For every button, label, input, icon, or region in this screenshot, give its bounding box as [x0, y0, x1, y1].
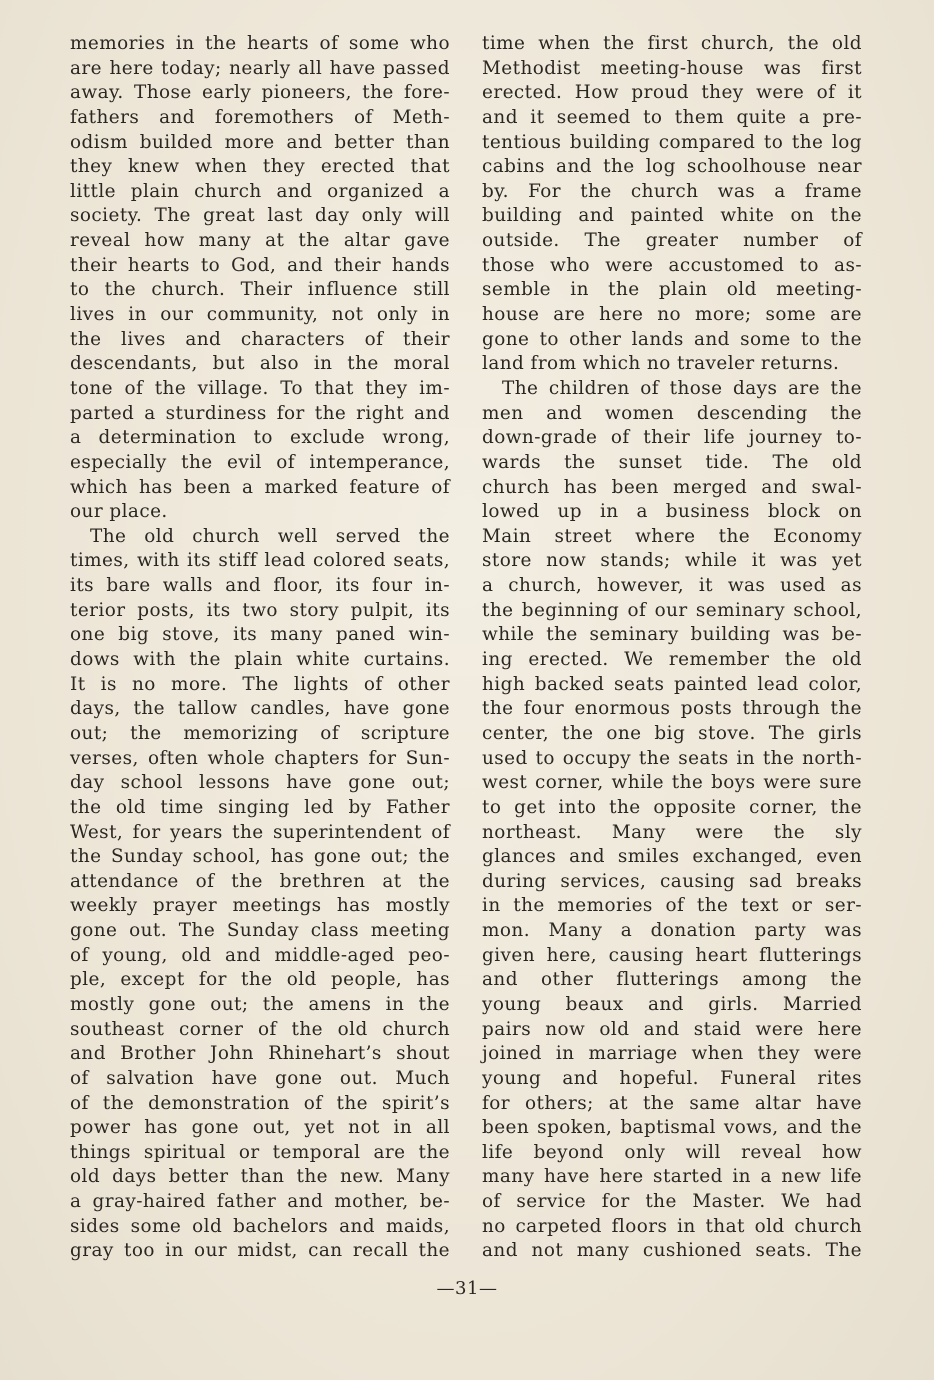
- text-line: the old time singing led by Father: [70, 796, 450, 818]
- text-line: weekly prayer meetings has mostly: [70, 895, 450, 917]
- text-line: The children of those days are the: [502, 377, 862, 399]
- text-line: down-grade of their life journey to-: [482, 427, 862, 449]
- text-line: mon. Many a donation party was: [482, 920, 862, 942]
- text-line: society. The great last day only will: [70, 205, 450, 227]
- text-line: its bare walls and floor, its four in-: [70, 575, 450, 597]
- text-line: and not many cushioned seats. The: [482, 1240, 862, 1262]
- text-line: sides some old bachelors and maids,: [70, 1215, 450, 1237]
- text-line: given here, causing heart flutterings: [482, 944, 862, 966]
- text-line: their hearts to God, and their hands: [70, 254, 450, 276]
- text-line: used to occupy the seats in the north-: [482, 747, 862, 769]
- text-line: young and hopeful. Funeral rites: [482, 1067, 862, 1089]
- text-line: dows with the plain white curtains.: [70, 649, 450, 671]
- text-line: land from which no traveler returns.: [482, 353, 840, 375]
- text-line: high backed seats painted lead color,: [482, 673, 862, 695]
- text-line: little plain church and organized a: [70, 180, 450, 202]
- text-line: our place.: [70, 501, 168, 523]
- text-line: gray too in our midst, can recall the: [70, 1240, 450, 1262]
- left-text-column: [70, 32, 450, 1264]
- text-line: during services, causing sad breaks: [482, 870, 862, 892]
- text-line: Main street where the Economy: [482, 525, 862, 547]
- right-text-column: [482, 32, 862, 1264]
- text-line: the Sunday school, has gone out; the: [70, 846, 450, 868]
- text-line: the four enormous posts through the: [482, 698, 862, 720]
- text-line: Methodist meeting-house was first: [482, 57, 862, 79]
- text-line: of the demonstration of the spirit’s: [70, 1092, 450, 1114]
- text-line: one big stove, its many paned win-: [70, 624, 450, 646]
- text-line: descendants, but also in the moral: [70, 353, 450, 375]
- text-line: cabins and the log schoolhouse near: [482, 156, 862, 178]
- text-line: glances and smiles exchanged, even: [482, 846, 862, 868]
- text-line: to the church. Their influence still: [70, 279, 450, 301]
- text-line: the lives and characters of their: [70, 328, 450, 350]
- text-line: for others; at the same altar have: [482, 1092, 862, 1114]
- text-line: a determination to exclude wrong,: [70, 427, 450, 449]
- text-line: away. Those early pioneers, the fore-: [70, 82, 450, 104]
- text-line: a church, however, it was used as: [482, 575, 862, 597]
- text-line: while the seminary building was be-: [482, 624, 862, 646]
- text-line: to get into the opposite corner, the: [482, 796, 862, 818]
- text-line: in the memories of the text or ser-: [482, 895, 862, 917]
- text-line: are here today; nearly all have passed: [70, 57, 450, 79]
- text-line: It is no more. The lights of other: [70, 673, 450, 695]
- page-number: —31—: [436, 1278, 498, 1299]
- text-line: times, with its stiff lead colored seats,: [70, 550, 450, 572]
- text-line: erected. How proud they were of it: [482, 82, 862, 104]
- text-line: house are here no more; some are: [482, 304, 862, 326]
- text-line: no carpeted floors in that old church: [482, 1215, 862, 1237]
- text-line: life beyond only will reveal how: [482, 1141, 862, 1163]
- text-line: West, for years the superintendent of: [70, 821, 450, 843]
- text-line: church has been merged and swal-: [482, 476, 862, 498]
- text-line: power has gone out, yet not in all: [70, 1117, 450, 1139]
- text-line: time when the first church, the old: [482, 33, 862, 54]
- text-line: gone out. The Sunday class meeting: [70, 920, 450, 942]
- text-line: and other flutterings among the: [482, 969, 862, 991]
- text-line: tentious building compared to the log: [482, 131, 862, 153]
- text-line: of salvation have gone out. Much: [70, 1067, 450, 1089]
- text-line: building and painted white on the: [482, 205, 862, 227]
- text-line: center, the one big stove. The girls: [482, 722, 862, 744]
- text-line: lowed up in a business block on: [482, 501, 862, 523]
- text-line: attendance of the brethren at the: [70, 870, 450, 892]
- text-line: southeast corner of the old church: [70, 1018, 450, 1040]
- text-line: men and women descending the: [482, 402, 862, 424]
- text-line: by. For the church was a frame: [482, 180, 862, 202]
- text-line: gone to other lands and some to the: [482, 328, 862, 350]
- text-line: reveal how many at the altar gave: [70, 230, 450, 252]
- text-line: days, the tallow candles, have gone: [70, 698, 450, 720]
- text-line: odism builded more and better than: [70, 131, 450, 153]
- text-line: terior posts, its two story pulpit, its: [70, 599, 450, 621]
- text-line: store now stands; while it was yet: [482, 550, 862, 572]
- text-line: northeast. Many were the sly: [482, 821, 862, 843]
- text-line: out; the memorizing of scripture: [70, 722, 450, 744]
- text-line: young beaux and girls. Married: [482, 993, 862, 1015]
- text-line: they knew when they erected that: [70, 156, 450, 178]
- text-line: wards the sunset tide. The old: [482, 451, 862, 473]
- text-line: west corner, while the boys were sure: [482, 772, 862, 794]
- text-line: The old church well served the: [90, 525, 450, 547]
- text-line: things spiritual or temporal are the: [70, 1141, 450, 1163]
- text-line: ple, except for the old people, has: [70, 969, 450, 991]
- text-line: parted a sturdiness for the right and: [70, 402, 450, 424]
- text-line: which has been a marked feature of: [70, 476, 450, 498]
- text-line: semble in the plain old meeting-: [482, 279, 862, 301]
- text-line: pairs now old and staid were here: [482, 1018, 862, 1040]
- text-line: outside. The greater number of: [482, 230, 862, 252]
- text-line: verses, often whole chapters for Sun-: [70, 747, 450, 769]
- text-line: and it seemed to them quite a pre-: [482, 106, 862, 128]
- text-line: ing erected. We remember the old: [482, 649, 862, 671]
- text-line: of young, old and middle-aged peo-: [70, 944, 450, 966]
- text-line: of service for the Master. We had: [482, 1191, 862, 1213]
- text-line: fathers and foremothers of Meth-: [70, 106, 450, 128]
- text-line: mostly gone out; the amens in the: [70, 993, 450, 1015]
- text-line: lives in our community, not only in: [70, 304, 450, 326]
- text-line: especially the evil of intemperance,: [70, 451, 450, 473]
- text-line: and Brother John Rhinehart’s shout: [70, 1043, 450, 1065]
- text-line: the beginning of our seminary school,: [482, 599, 862, 621]
- text-line: many have here started in a new life: [482, 1166, 862, 1188]
- text-line: been spoken, baptismal vows, and the: [482, 1117, 862, 1139]
- text-line: a gray-haired father and mother, be-: [70, 1191, 450, 1213]
- text-line: memories in the hearts of some who: [70, 33, 450, 54]
- text-line: joined in marriage when they were: [482, 1043, 862, 1065]
- text-line: day school lessons have gone out;: [70, 772, 450, 794]
- text-line: those who were accustomed to as-: [482, 254, 862, 276]
- text-line: tone of the village. To that they im-: [70, 377, 450, 399]
- text-line: old days better than the new. Many: [70, 1166, 450, 1188]
